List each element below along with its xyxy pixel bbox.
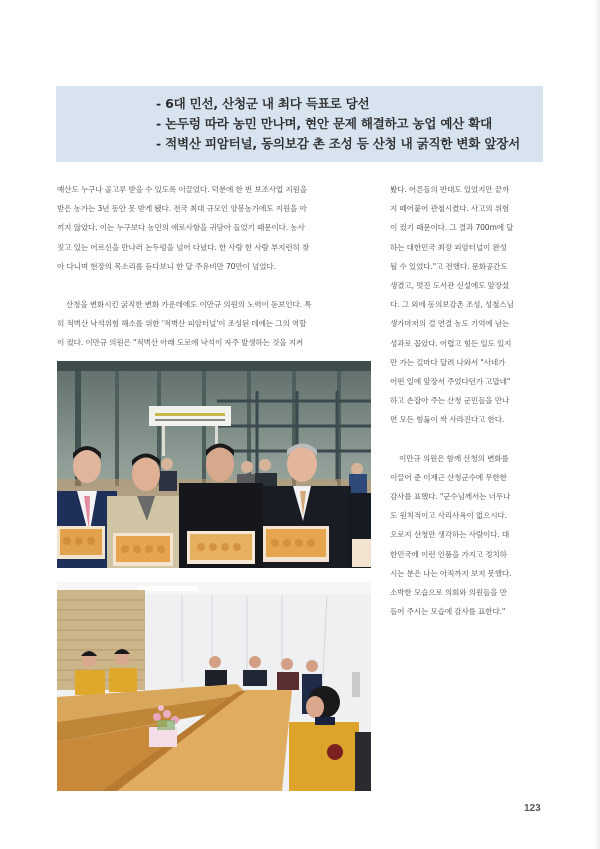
photo-persimmon-event — [57, 361, 371, 568]
left-column-text — [57, 180, 371, 353]
summary-item: - 논두렁 따라 농민 만나며, 현안 문제 해결하고 농업 예산 확대 — [156, 116, 493, 131]
body-line: 다. 그 외에 동의보감촌 조성, 성철스님 — [390, 300, 514, 310]
body-line: 생겼고, 멋진 도서관 신설에도 앞장섰 — [390, 281, 510, 291]
body-line: 들어 주시는 모습에 감사를 표한다." — [390, 607, 506, 617]
photo-persimmon-event-image — [57, 361, 371, 568]
body-line: 생가마저의 걸 연결 농도 기억에 남는 — [390, 319, 510, 329]
body-line: 어떤 일에 앞장서 주었다던가 고맙네" — [390, 377, 511, 387]
body-line: 시는 분은 나는 아직까지 보지 못했다. — [390, 568, 512, 578]
body-line: 도 원칙적이고 사리사욕이 없으시다. — [390, 511, 507, 521]
body-line: 봤다. 어른들의 반대도 있었지만 끝까 — [390, 185, 510, 194]
body-line: 예산도 누구나 골고루 받을 수 있도록 이끌었다. 덕분에 한 번 보조사업 지원을 — [57, 185, 307, 194]
page-edge-shadow — [594, 0, 600, 849]
body-line: 이 컸기 때문이다. 그 결과 700m에 달 — [390, 223, 514, 233]
body-line: 짓고 있는 어르신을 만나러 논두렁을 넘어 다녔다. 한 사람 한 사람 부지런히 찾 — [57, 242, 310, 252]
photo-meeting-room — [57, 582, 371, 791]
body-line: 끼지 않았다. 이는 누구보다 농민의 애로사항을 귀담아 들었기 때문이다. 농사 — [57, 223, 305, 233]
body-line: 성과로 꼽았다. 어렵고 힘든 일도 있지 — [390, 338, 512, 348]
summary-item: - 적벽산 피암터널, 동의보감 촌 조성 등 산청 내 굵직한 변화 앞장서 — [156, 136, 520, 151]
photo-meeting-room-image — [57, 582, 371, 791]
body-line: 될 수 있었다."고 전했다. 문화공간도 — [390, 261, 508, 271]
summary-item: - 6대 민선, 산청군 내 최다 득표로 당선 — [156, 96, 370, 111]
paragraph-gap — [390, 430, 543, 449]
body-line: 하는 대한민국 최장 피암터널이 완성 — [390, 242, 507, 252]
body-line: 산청을 변화시킨 굵직한 변화 가운데에도 이만규 의원의 노력이 돋보인다. 특 — [66, 300, 312, 310]
body-line: 히 적벽산 낙석위험 해소를 위한 '적벽산 피암터널'이 조성된 데에는 그의 역할 — [57, 319, 307, 329]
paragraph-gap — [57, 276, 371, 295]
body-line: 이만규 의원은 함께 산청의 변화를 — [399, 453, 509, 463]
body-line: 면 모든 힘듦이 싹 사라진다고 한다. — [390, 415, 505, 425]
body-line: 한민국에 이런 인품을 가지고 정치하 — [390, 549, 507, 559]
body-line: 소박한 모습으로 의회와 의원들을 만 — [390, 588, 507, 598]
right-column-text — [390, 180, 543, 621]
summary-box — [56, 86, 543, 162]
body-line: 감사를 표했다. "군수님께서는 너무나 — [390, 492, 511, 502]
page-number: 123 — [524, 803, 541, 814]
summary-list — [156, 94, 520, 154]
body-line: 이끌어 준 이재근 산청군수에 무한한 — [390, 472, 507, 482]
body-line: 아 다니며 현장의 목소리를 듣다보니 한 달 주유비만 70만이 넘었다. — [57, 261, 276, 271]
body-line: 이 컸다. 이만규 의원은 "적벽산 아래 도로에 낙석이 자주 발생하는 것을 지켜 — [57, 338, 304, 348]
body-line: 하고 손잡아 주는 산청 군민들을 만나 — [390, 396, 510, 406]
body-line: 지 떼어붙어 관철시켰다. 사고의 위험 — [390, 204, 510, 214]
body-line: 만 가는 길마다 달려 나와서 "사네가 — [390, 357, 506, 367]
body-line: 받은 농가는 3년 동안 못 받게 됐다. 전국 최대 규모인 양봉농가에도 지원을 아 — [57, 204, 307, 214]
body-line: 오로지 산청만 생각하는 사람이다. 대 — [390, 530, 510, 540]
